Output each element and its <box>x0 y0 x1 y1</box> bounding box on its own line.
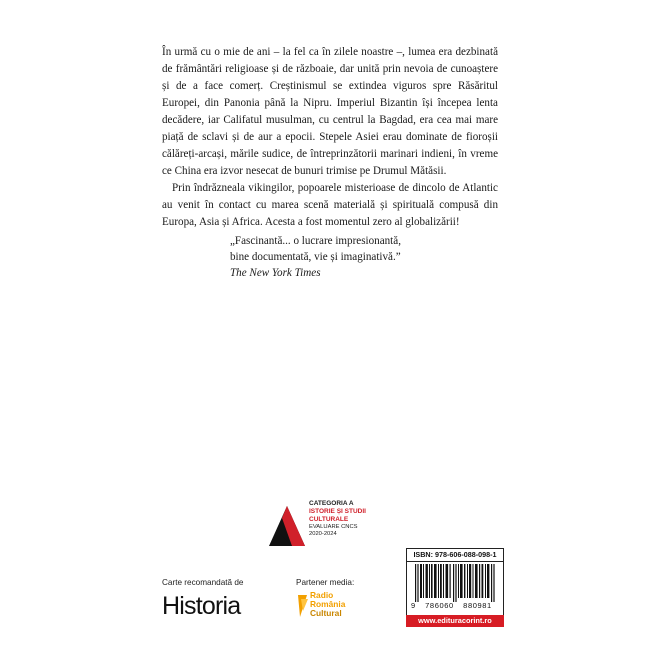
blurb-paragraph-1: În urmă cu o mie de ani – la fel ca în zilele noastre –, lumea era dezbinată de frământări religioase și de războaie, dar unită prin nevoia de cunoaștere și de a face comerț. Creștinismul se extindea viguros spre Răsăritul Europei, din Panonia până la Nipru. Imperiul Bizantin își începea lenta decădere, iar Califatul musulman, cu centrul la Bagdad, era cea mai mare piață de sclavi și de aur a epocii. Stepele Asiei erau dominate de fioroșii călăreți-arcași, mările sudice, de întreprinzătorii marinari indieni, în vreme ce China era izvor nesecat de bunuri trimise pe Drumul Mătăsii. <box>162 46 498 177</box>
blurb-text <box>162 44 498 231</box>
isbn-number: ISBN: 978-606-088-098-1 <box>407 549 503 562</box>
publisher-url: www.edituracorint.ro <box>406 615 504 627</box>
quote-source: The New York Times <box>230 267 321 279</box>
quote-line-2: bine documentată, vie și imaginativă.” <box>230 251 401 263</box>
badge-field-1: ISTORIE ȘI STUDII <box>309 508 366 515</box>
barcode-digit-lead: 9 <box>411 601 416 610</box>
review-quote <box>230 233 470 281</box>
barcode-icon <box>415 564 497 602</box>
cncs-category-badge <box>268 500 408 550</box>
badge-years: 2020-2024 <box>309 531 337 537</box>
media-partner-label: Partener media: <box>296 578 355 587</box>
isbn-barcode <box>406 548 504 616</box>
triangle-logo-icon <box>268 504 306 548</box>
radio-line-1: Radio <box>310 590 334 600</box>
historia-logo: Historia <box>162 592 241 620</box>
radio-line-3: Cultural <box>310 608 342 619</box>
media-partner <box>296 578 396 625</box>
recommendation <box>162 578 272 620</box>
radio-waves-icon <box>296 593 309 619</box>
barcode-digits-left: 786060 <box>425 601 454 610</box>
blurb-paragraph-2: Prin îndrăzneala vikingilor, popoarele misterioase de dincolo de Atlantic au venit în contact cu marea scenă materială și spirituală compusă din Europa, Asia și Africa. Acesta a fost momentul zero al globalizării! <box>162 182 498 228</box>
quote-line-1: „Fascinantă... o lucrare impresionantă, <box>230 235 401 247</box>
badge-evaluation: EVALUARE CNCS <box>309 524 358 530</box>
radio-line-2: România <box>310 599 346 610</box>
barcode-digits-right: 880981 <box>463 601 492 610</box>
recommendation-label: Carte recomandată de <box>162 578 244 587</box>
badge-field-2: CULTURALE <box>309 516 349 523</box>
badge-category: CATEGORIA A <box>309 500 354 507</box>
radio-romania-cultural-logo <box>296 591 396 625</box>
